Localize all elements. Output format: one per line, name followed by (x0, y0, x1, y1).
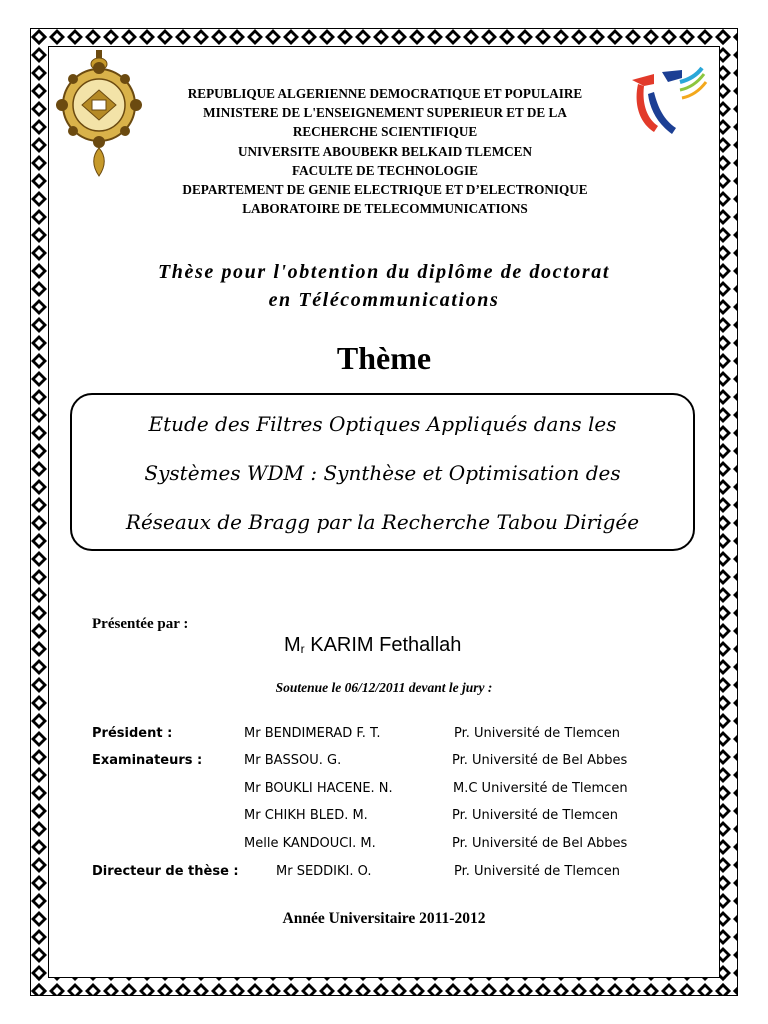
laboratory-logo-icon (624, 62, 708, 136)
jury-row (0, 781, 768, 801)
jury-member-name: Mr CHIKH BLED. M. (244, 808, 368, 823)
presented-by-label: Présentée par : (92, 616, 189, 632)
jury-affiliation: M.C Université de Tlemcen (453, 781, 628, 796)
university-seal-icon (52, 50, 146, 178)
header-line: UNIVERSITE ABOUBEKR BELKAID TLEMCEN (238, 143, 532, 159)
defense-date: Soutenue le 06/12/2011 devant le jury : (275, 680, 493, 695)
jury-affiliation: Pr. Université de Bel Abbes (452, 836, 628, 851)
theme-heading: Thème (336, 340, 432, 376)
header-line: REPUBLIQUE ALGERIENNE DEMOCRATIQUE ET POPULAIRE (187, 86, 583, 101)
subject-line: Systèmes WDM : Synthèse et Optimisation des (144, 461, 621, 485)
thesis-line: Thèse pour l'obtention du diplôme de doctorat (157, 261, 610, 283)
header-line: FACULTE DE TECHNOLOGIE (292, 162, 478, 178)
jury-row (0, 808, 768, 828)
header-line: MINISTERE DE L'ENSEIGNEMENT SUPERIEUR ET DE LA (203, 105, 567, 121)
jury-row (0, 753, 768, 773)
jury-affiliation: Pr. Université de Tlemcen (452, 808, 619, 823)
thesis-line: en Télécommunications (268, 289, 500, 311)
jury-member-name: Mr SEDDIKI. O. (276, 864, 372, 879)
jury-role: Président : (92, 726, 173, 741)
candidate-prefix: M (284, 634, 301, 656)
jury-role: Directeur de thèse : (92, 864, 239, 879)
jury-row (0, 864, 768, 884)
jury-row (0, 836, 768, 856)
thesis-title (60, 258, 708, 314)
jury-member-name: Mr BASSOU. G. (244, 753, 342, 768)
jury-member-name: Mr BENDIMERAD F. T. (244, 726, 381, 741)
header-line: RECHERCHE SCIENTIFIQUE (292, 124, 478, 140)
institution-header (140, 84, 630, 218)
academic-year: Année Universitaire 2011-2012 (282, 910, 486, 927)
jury-member-name: Melle KANDOUCI. M. (244, 836, 376, 851)
jury-row (0, 726, 768, 746)
header-line: DEPARTEMENT DE GENIE ELECTRIQUE ET D’ELECTRONIQUE (182, 182, 588, 198)
candidate-name (284, 634, 461, 657)
jury-role: Examinateurs : (92, 753, 203, 768)
jury-member-name: Mr BOUKLI HACENE. N. (244, 781, 393, 796)
thesis-subject (70, 400, 695, 547)
candidate-fullname: KARIM Fethallah (304, 634, 462, 656)
header-line: LABORATOIRE DE TELECOMMUNICATIONS (242, 201, 528, 217)
candidate-prefix-small: r (300, 642, 305, 656)
jury-affiliation: Pr. Université de Tlemcen (454, 726, 621, 741)
subject-line: Réseaux de Bragg par la Recherche Tabou Dirigée (125, 510, 640, 534)
jury-affiliation: Pr. Université de Tlemcen (454, 864, 621, 879)
subject-line: Etude des Filtres Optiques Appliqués dans les (148, 412, 617, 436)
jury-affiliation: Pr. Université de Bel Abbes (452, 753, 628, 768)
